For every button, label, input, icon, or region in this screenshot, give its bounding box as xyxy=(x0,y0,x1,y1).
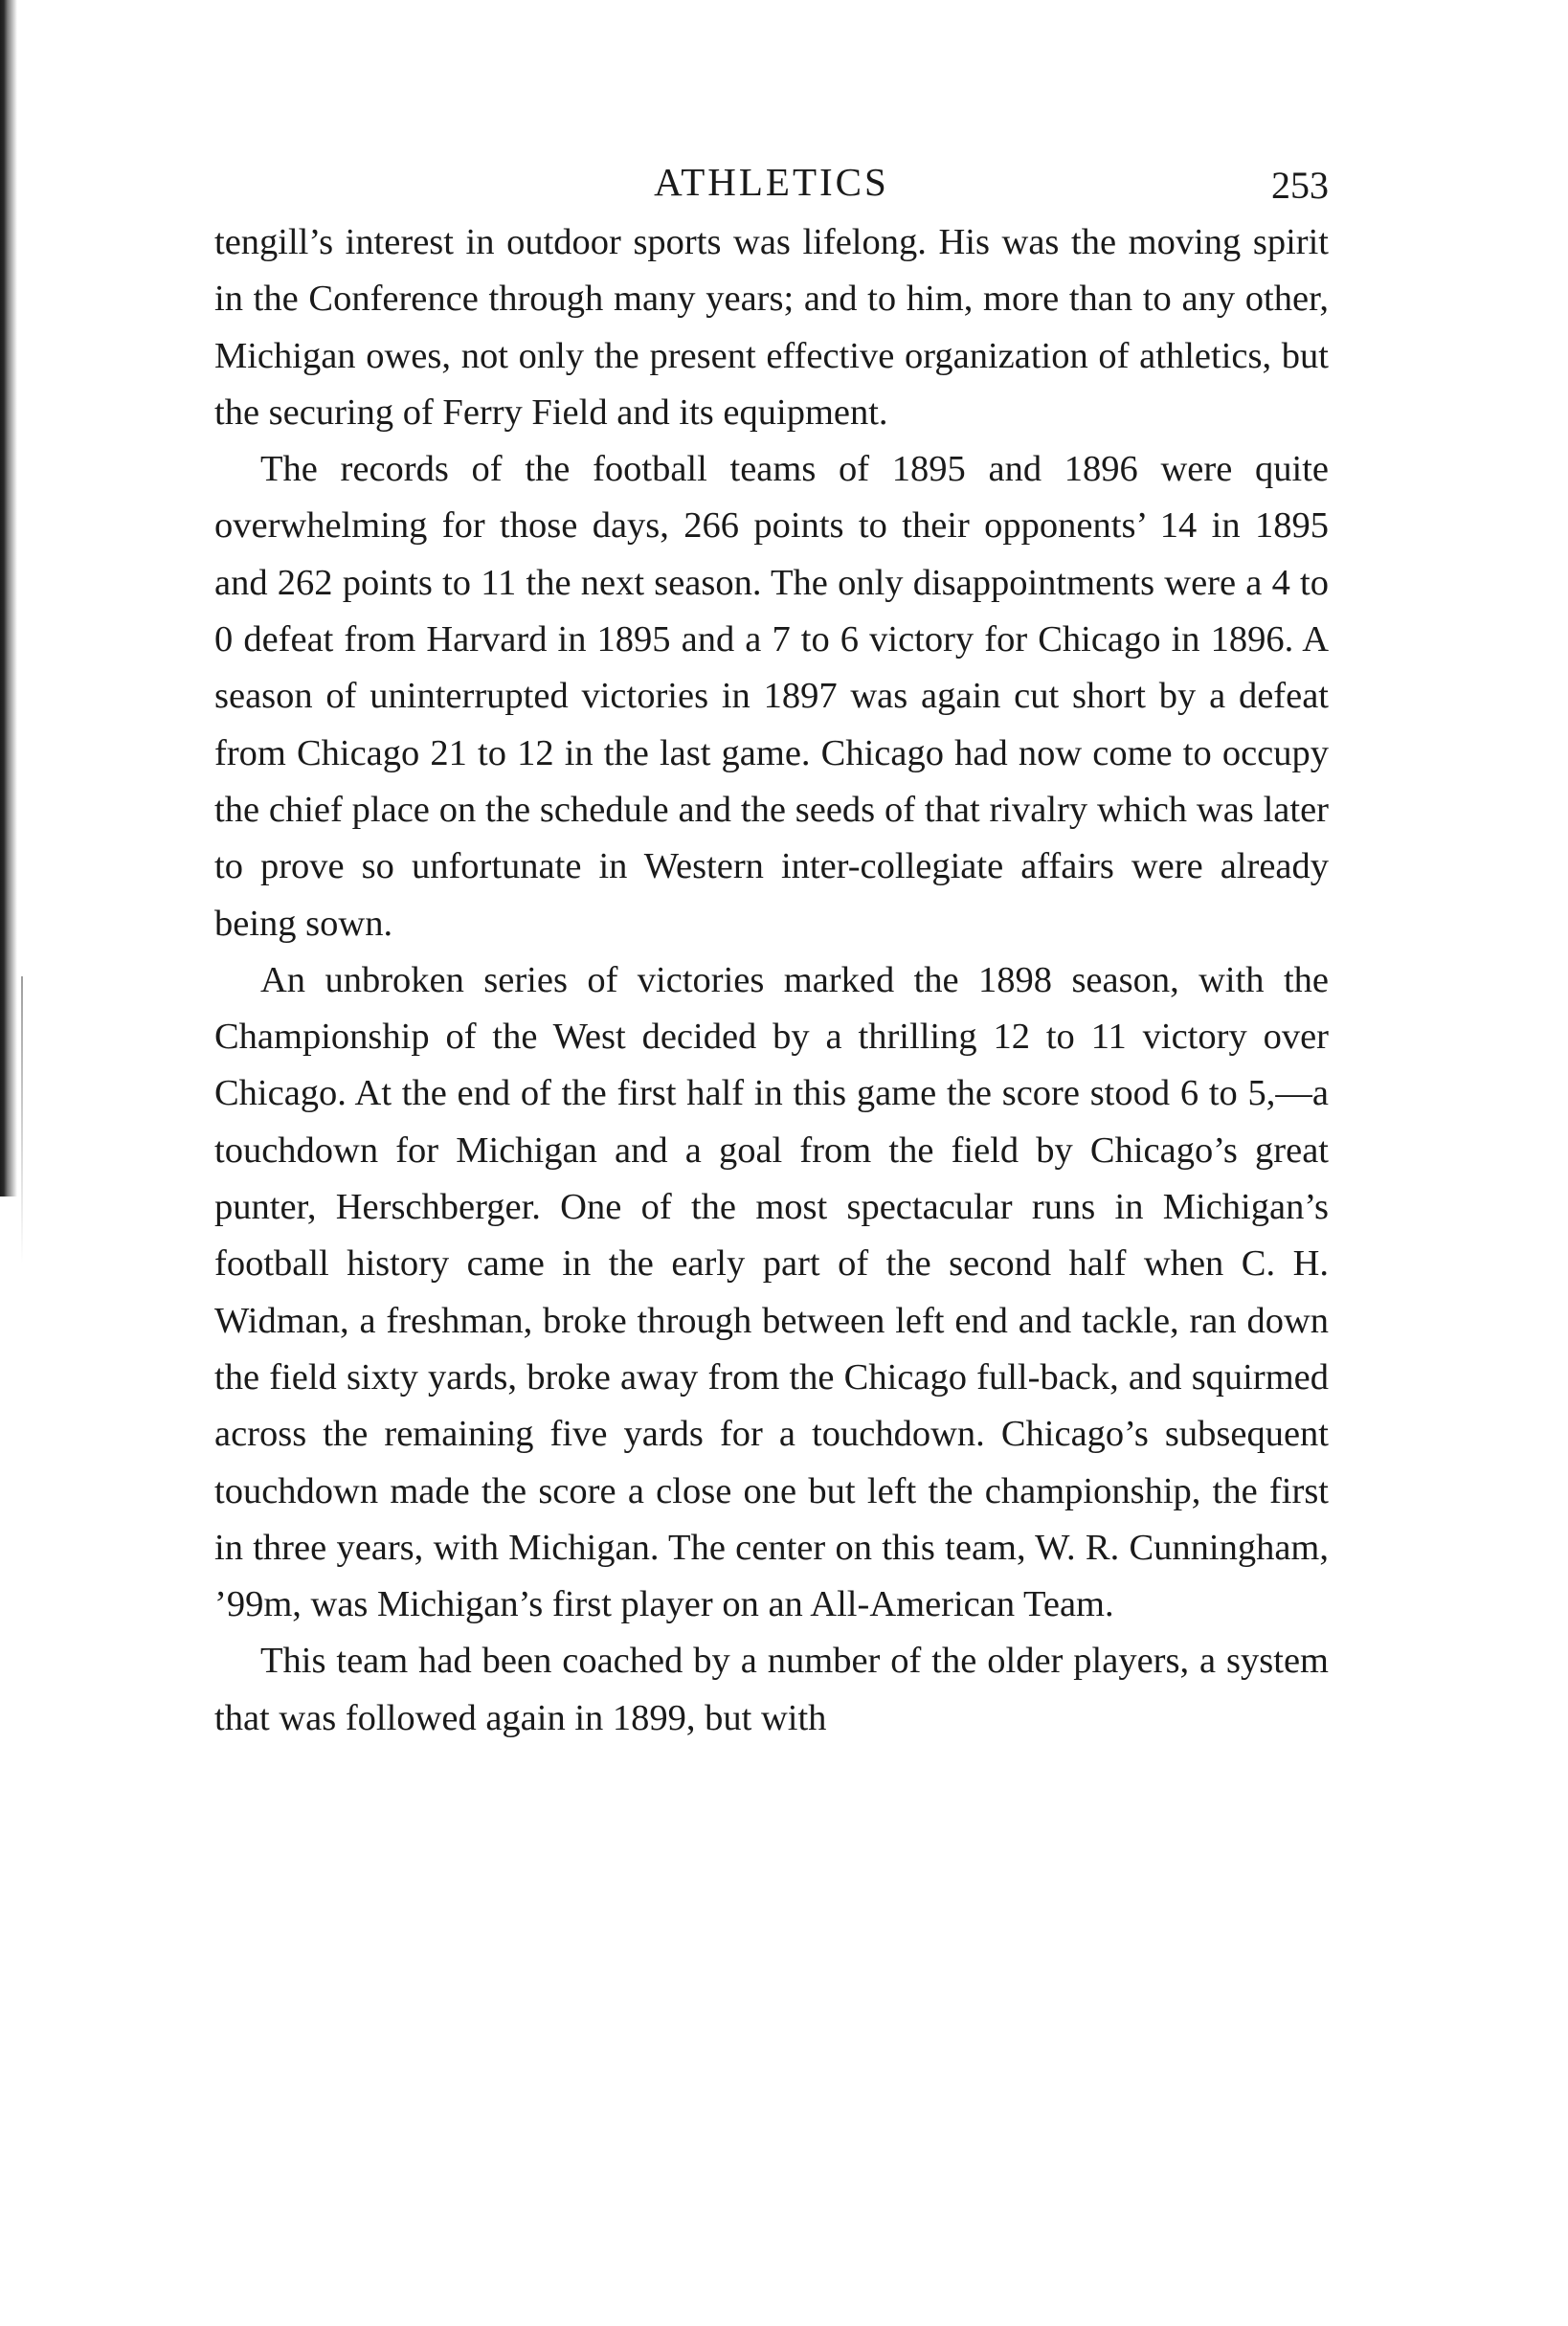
running-head xyxy=(214,151,1329,214)
page-number: 253 xyxy=(1271,164,1329,207)
paragraph-continued: tengill’s interest in outdoor sports was lifelong. His was the moving spirit in the Conference through many years; and to him, more than to any other, Michigan owes, not only the present effective organization of athletics, but the securing of Ferry Field and its equipment. xyxy=(214,222,1329,433)
paragraph-football-records: The records of the football teams of 1895 and 1896 were quite overwhelming for those days, 266 points to their opponents’ 14 in 1895 and 262 points to 11 the next season. The only disappointments were a 4 to 0 defeat from Harvard in 1895 and a 7 to 6 victory for Chicago in 1896. A season of uninterrupted victories in 1897 was again cut short by a defeat from Chicago 21 to 12 in the last game. Chicago had now come to occupy the chief place on the schedule and the seeds of that rivalry which was later to prove so unfortunate in Western inter-collegiate affairs were already being sown. xyxy=(214,449,1329,944)
body-text xyxy=(214,214,1329,1747)
running-head-title: ATHLETICS xyxy=(654,160,889,204)
paragraph-coaching-system: This team had been coached by a number of the older players, a system that was followed again in 1899, but with xyxy=(214,1641,1329,1738)
paragraph-1898-season: An unbroken series of victories marked the 1898 season, with the Championship of the West decided by a thrilling 12 to 11 victory over Chicago. At the end of the first half in this game the score stood 6 to 5,—a touchdown for Michigan and a goal from the field by Chicago’s great punter, Herschberger. One of the most spectacular runs in Michigan’s football history came in the early part of the second half when C. H. Widman, a freshman, broke through between left end and tackle, ran down the field sixty yards, broke away from the Chicago full-back, and squirmed across the remaining five yards for a touchdown. Chicago’s subsequent touchdown made the score a close one but left the championship, the first in three years, with Michigan. The center on this team, W. R. Cunningham, ’99m, was Michigan’s first player on an All-American Team. xyxy=(214,959,1329,1625)
book-page xyxy=(214,151,1329,1747)
scan-binding-mark xyxy=(21,976,23,1264)
scan-binding-edge xyxy=(0,0,17,1197)
